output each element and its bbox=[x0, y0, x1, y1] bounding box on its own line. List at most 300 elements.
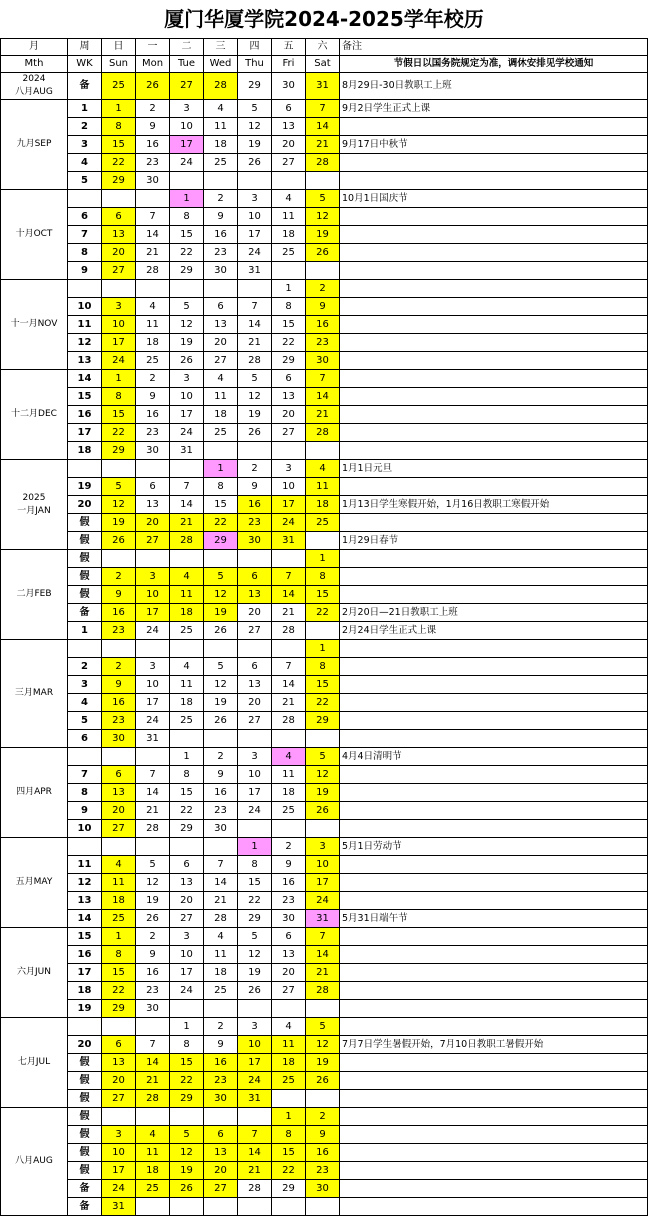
day-cell-thu: 8 bbox=[238, 856, 272, 874]
day-cell-sat bbox=[306, 1198, 340, 1216]
day-cell-sun: 1 bbox=[102, 928, 136, 946]
week-number bbox=[68, 640, 102, 658]
day-cell-wed: 16 bbox=[204, 226, 238, 244]
remark-cell: 9月17日中秋节 bbox=[340, 136, 648, 154]
day-cell-sat: 28 bbox=[306, 424, 340, 442]
remark-cell bbox=[340, 226, 648, 244]
day-cell-wed: 6 bbox=[204, 1126, 238, 1144]
day-cell-tue: 22 bbox=[170, 802, 204, 820]
day-cell-mon: 14 bbox=[136, 226, 170, 244]
day-cell-wed: 4 bbox=[204, 100, 238, 118]
day-cell-mon: 5 bbox=[136, 856, 170, 874]
day-cell-tue: 31 bbox=[170, 442, 204, 460]
day-cell-sat bbox=[306, 1000, 340, 1018]
week-row bbox=[1, 1090, 648, 1108]
day-cell-fri: 14 bbox=[272, 586, 306, 604]
day-cell-thu bbox=[238, 820, 272, 838]
day-cell-sat: 16 bbox=[306, 1144, 340, 1162]
day-cell-fri: 13 bbox=[272, 388, 306, 406]
remark-cell: 1月13日学生寒假开始，1月16日教职工寒假开始 bbox=[340, 496, 648, 514]
day-cell-mon: 26 bbox=[136, 73, 170, 100]
day-cell-sat bbox=[306, 532, 340, 550]
day-cell-thu: 24 bbox=[238, 1072, 272, 1090]
week-row bbox=[1, 478, 648, 496]
day-cell-sun bbox=[102, 1108, 136, 1126]
day-cell-sat: 7 bbox=[306, 928, 340, 946]
day-cell-sat: 15 bbox=[306, 676, 340, 694]
day-cell-fri: 31 bbox=[272, 532, 306, 550]
day-cell-sun: 30 bbox=[102, 730, 136, 748]
day-cell-tue: 11 bbox=[170, 676, 204, 694]
day-cell-sun: 20 bbox=[102, 1072, 136, 1090]
remark-cell bbox=[340, 964, 648, 982]
day-cell-wed: 28 bbox=[204, 73, 238, 100]
day-cell-sat: 31 bbox=[306, 910, 340, 928]
week-number: 5 bbox=[68, 712, 102, 730]
day-cell-fri: 2 bbox=[272, 838, 306, 856]
day-cell-sun: 29 bbox=[102, 1000, 136, 1018]
day-cell-fri: 15 bbox=[272, 1144, 306, 1162]
week-number: 20 bbox=[68, 1036, 102, 1054]
day-cell-fri: 23 bbox=[272, 892, 306, 910]
day-cell-fri: 13 bbox=[272, 946, 306, 964]
day-cell-fri: 30 bbox=[272, 73, 306, 100]
day-cell-mon: 3 bbox=[136, 568, 170, 586]
day-cell-tue: 3 bbox=[170, 100, 204, 118]
day-cell-fri: 4 bbox=[272, 190, 306, 208]
week-number: 16 bbox=[68, 406, 102, 424]
day-cell-wed: 4 bbox=[204, 928, 238, 946]
day-cell-mon: 18 bbox=[136, 334, 170, 352]
day-cell-mon: 14 bbox=[136, 784, 170, 802]
day-cell-tue: 24 bbox=[170, 424, 204, 442]
day-cell-tue: 12 bbox=[170, 1144, 204, 1162]
day-cell-wed: 11 bbox=[204, 946, 238, 964]
day-cell-wed: 25 bbox=[204, 154, 238, 172]
weekday-header-wed: 三 bbox=[204, 39, 238, 56]
day-cell-wed: 6 bbox=[204, 298, 238, 316]
day-cell-thu: 16 bbox=[238, 496, 272, 514]
day-cell-tue: 19 bbox=[170, 1162, 204, 1180]
day-cell-mon: 16 bbox=[136, 406, 170, 424]
day-cell-wed: 30 bbox=[204, 262, 238, 280]
academic-calendar-table bbox=[0, 38, 648, 1216]
week-number: 18 bbox=[68, 982, 102, 1000]
day-cell-sun: 31 bbox=[102, 1198, 136, 1216]
day-cell-sun: 16 bbox=[102, 694, 136, 712]
remark-cell bbox=[340, 982, 648, 1000]
day-cell-mon bbox=[136, 748, 170, 766]
remark-cell bbox=[340, 946, 648, 964]
day-cell-thu: 31 bbox=[238, 1090, 272, 1108]
day-cell-wed: 27 bbox=[204, 1180, 238, 1198]
day-cell-tue bbox=[170, 1108, 204, 1126]
day-cell-thu: 29 bbox=[238, 910, 272, 928]
day-cell-mon: 4 bbox=[136, 298, 170, 316]
day-cell-tue: 11 bbox=[170, 586, 204, 604]
day-cell-sat: 21 bbox=[306, 136, 340, 154]
day-cell-sun: 9 bbox=[102, 586, 136, 604]
day-cell-wed: 9 bbox=[204, 766, 238, 784]
day-cell-tue: 17 bbox=[170, 964, 204, 982]
day-cell-wed: 13 bbox=[204, 1144, 238, 1162]
day-cell-sun: 19 bbox=[102, 514, 136, 532]
day-cell-tue bbox=[170, 460, 204, 478]
week-number: 15 bbox=[68, 928, 102, 946]
week-number: 9 bbox=[68, 262, 102, 280]
day-cell-fri: 11 bbox=[272, 766, 306, 784]
day-cell-wed: 23 bbox=[204, 244, 238, 262]
remark-cell bbox=[340, 802, 648, 820]
day-cell-thu: 17 bbox=[238, 784, 272, 802]
weekday-header-mon: 一 bbox=[136, 39, 170, 56]
week-number: 备 bbox=[68, 1180, 102, 1198]
day-cell-sat bbox=[306, 820, 340, 838]
remark-cell bbox=[340, 1108, 648, 1126]
week-number bbox=[68, 460, 102, 478]
day-cell-thu: 13 bbox=[238, 586, 272, 604]
day-cell-thu: 29 bbox=[238, 73, 272, 100]
day-cell-thu: 26 bbox=[238, 982, 272, 1000]
day-cell-fri: 1 bbox=[272, 1108, 306, 1126]
day-cell-thu: 1 bbox=[238, 838, 272, 856]
week-row bbox=[1, 154, 648, 172]
day-cell-thu: 24 bbox=[238, 244, 272, 262]
day-cell-sun: 26 bbox=[102, 532, 136, 550]
week-row bbox=[1, 280, 648, 298]
day-cell-thu bbox=[238, 1000, 272, 1018]
month-label: 十二月DEC bbox=[1, 370, 68, 460]
week-row bbox=[1, 352, 648, 370]
remark-cell bbox=[340, 568, 648, 586]
week-row bbox=[1, 1198, 648, 1216]
week-number: 18 bbox=[68, 442, 102, 460]
day-cell-sat: 19 bbox=[306, 226, 340, 244]
day-cell-mon: 25 bbox=[136, 352, 170, 370]
remark-cell bbox=[340, 172, 648, 190]
day-cell-sun: 29 bbox=[102, 172, 136, 190]
month-label: 七月JUL bbox=[1, 1018, 68, 1108]
day-cell-fri: 18 bbox=[272, 784, 306, 802]
day-cell-thu: 14 bbox=[238, 316, 272, 334]
day-cell-thu: 5 bbox=[238, 928, 272, 946]
day-cell-sat: 17 bbox=[306, 874, 340, 892]
day-cell-thu: 3 bbox=[238, 190, 272, 208]
day-cell-wed bbox=[204, 1108, 238, 1126]
week-row bbox=[1, 244, 648, 262]
day-cell-mon: 27 bbox=[136, 532, 170, 550]
day-cell-thu bbox=[238, 172, 272, 190]
week-row bbox=[1, 316, 648, 334]
weekday-header-tue: Tue bbox=[170, 56, 204, 73]
day-cell-fri bbox=[272, 442, 306, 460]
week-row bbox=[1, 856, 648, 874]
day-cell-sat: 4 bbox=[306, 460, 340, 478]
week-row bbox=[1, 910, 648, 928]
day-cell-tue bbox=[170, 280, 204, 298]
day-cell-sun: 12 bbox=[102, 496, 136, 514]
day-cell-thu: 6 bbox=[238, 568, 272, 586]
day-cell-sat bbox=[306, 730, 340, 748]
day-cell-sat bbox=[306, 442, 340, 460]
week-number: 假 bbox=[68, 1162, 102, 1180]
day-cell-sat: 5 bbox=[306, 748, 340, 766]
week-row bbox=[1, 676, 648, 694]
day-cell-sat: 2 bbox=[306, 1108, 340, 1126]
week-number: 假 bbox=[68, 586, 102, 604]
week-number: 假 bbox=[68, 1108, 102, 1126]
remark-cell bbox=[340, 1144, 648, 1162]
week-number: 11 bbox=[68, 316, 102, 334]
day-cell-sat: 18 bbox=[306, 496, 340, 514]
remark-cell bbox=[340, 280, 648, 298]
day-cell-fri: 18 bbox=[272, 226, 306, 244]
day-cell-sat: 19 bbox=[306, 784, 340, 802]
day-cell-mon: 14 bbox=[136, 1054, 170, 1072]
week-number: 假 bbox=[68, 550, 102, 568]
day-cell-thu: 24 bbox=[238, 802, 272, 820]
day-cell-fri: 25 bbox=[272, 802, 306, 820]
weekday-header-fri: 五 bbox=[272, 39, 306, 56]
day-cell-mon: 10 bbox=[136, 676, 170, 694]
remark-cell bbox=[340, 442, 648, 460]
day-cell-mon: 21 bbox=[136, 802, 170, 820]
day-cell-sun: 24 bbox=[102, 352, 136, 370]
day-cell-mon: 21 bbox=[136, 244, 170, 262]
day-cell-sun bbox=[102, 460, 136, 478]
day-cell-sun: 5 bbox=[102, 478, 136, 496]
day-cell-fri: 4 bbox=[272, 748, 306, 766]
day-cell-tue: 25 bbox=[170, 712, 204, 730]
remark-cell bbox=[340, 676, 648, 694]
day-cell-mon: 9 bbox=[136, 388, 170, 406]
day-cell-tue: 26 bbox=[170, 352, 204, 370]
day-cell-tue: 1 bbox=[170, 1018, 204, 1036]
week-row bbox=[1, 1108, 648, 1126]
day-cell-sat: 21 bbox=[306, 964, 340, 982]
week-number bbox=[68, 748, 102, 766]
week-row bbox=[1, 640, 648, 658]
day-cell-mon: 13 bbox=[136, 496, 170, 514]
day-cell-mon: 24 bbox=[136, 712, 170, 730]
week-row bbox=[1, 208, 648, 226]
week-number: 假 bbox=[68, 1054, 102, 1072]
week-number: 14 bbox=[68, 370, 102, 388]
day-cell-fri: 10 bbox=[272, 478, 306, 496]
remark-cell bbox=[340, 874, 648, 892]
day-cell-mon: 19 bbox=[136, 892, 170, 910]
week-row bbox=[1, 802, 648, 820]
month-label: 二月FEB bbox=[1, 550, 68, 640]
day-cell-wed: 20 bbox=[204, 1162, 238, 1180]
day-cell-wed: 2 bbox=[204, 1018, 238, 1036]
day-cell-thu: 9 bbox=[238, 478, 272, 496]
day-cell-sun: 10 bbox=[102, 316, 136, 334]
day-cell-fri: 15 bbox=[272, 316, 306, 334]
remark-cell bbox=[340, 118, 648, 136]
day-cell-sat: 23 bbox=[306, 1162, 340, 1180]
month-label: 八月AUG bbox=[1, 1108, 68, 1216]
day-cell-wed bbox=[204, 1198, 238, 1216]
day-cell-fri: 21 bbox=[272, 694, 306, 712]
week-row bbox=[1, 964, 648, 982]
week-row bbox=[1, 460, 648, 478]
day-cell-sun: 25 bbox=[102, 910, 136, 928]
remark-cell bbox=[340, 352, 648, 370]
day-cell-mon: 6 bbox=[136, 478, 170, 496]
week-row bbox=[1, 982, 648, 1000]
week-number: 19 bbox=[68, 1000, 102, 1018]
day-cell-wed: 14 bbox=[204, 874, 238, 892]
day-cell-mon: 2 bbox=[136, 100, 170, 118]
day-cell-thu bbox=[238, 442, 272, 460]
day-cell-thu: 27 bbox=[238, 712, 272, 730]
day-cell-tue: 10 bbox=[170, 388, 204, 406]
day-cell-wed: 11 bbox=[204, 118, 238, 136]
day-cell-fri bbox=[272, 172, 306, 190]
day-cell-wed: 30 bbox=[204, 820, 238, 838]
weekday-header-tue: 二 bbox=[170, 39, 204, 56]
day-cell-thu: 10 bbox=[238, 208, 272, 226]
day-cell-mon: 11 bbox=[136, 316, 170, 334]
week-row bbox=[1, 694, 648, 712]
day-cell-sat: 15 bbox=[306, 586, 340, 604]
day-cell-wed: 23 bbox=[204, 802, 238, 820]
day-cell-thu: 15 bbox=[238, 874, 272, 892]
day-cell-sun: 27 bbox=[102, 262, 136, 280]
day-cell-tue: 8 bbox=[170, 1036, 204, 1054]
week-number: 6 bbox=[68, 730, 102, 748]
week-header: WK bbox=[68, 56, 102, 73]
week-row bbox=[1, 586, 648, 604]
remark-cell: 1月29日春节 bbox=[340, 532, 648, 550]
day-cell-tue: 27 bbox=[170, 910, 204, 928]
week-row bbox=[1, 712, 648, 730]
day-cell-thu: 6 bbox=[238, 658, 272, 676]
day-cell-mon bbox=[136, 640, 170, 658]
day-cell-fri: 27 bbox=[272, 424, 306, 442]
day-cell-thu: 22 bbox=[238, 892, 272, 910]
week-row bbox=[1, 1144, 648, 1162]
week-row bbox=[1, 226, 648, 244]
day-cell-sun: 17 bbox=[102, 1162, 136, 1180]
day-cell-mon: 12 bbox=[136, 874, 170, 892]
month-label: 2025 一月JAN bbox=[1, 460, 68, 550]
month-label: 五月MAY bbox=[1, 838, 68, 928]
remarks-header: 备注 bbox=[340, 39, 648, 56]
day-cell-sat: 1 bbox=[306, 550, 340, 568]
day-cell-mon: 24 bbox=[136, 622, 170, 640]
day-cell-fri bbox=[272, 550, 306, 568]
week-number: 假 bbox=[68, 1126, 102, 1144]
day-cell-tue: 29 bbox=[170, 262, 204, 280]
remark-cell bbox=[340, 1054, 648, 1072]
day-cell-thu: 21 bbox=[238, 1162, 272, 1180]
remark-cell: 10月1日国庆节 bbox=[340, 190, 648, 208]
day-cell-sat: 21 bbox=[306, 406, 340, 424]
week-row bbox=[1, 622, 648, 640]
day-cell-wed: 12 bbox=[204, 676, 238, 694]
week-number: 16 bbox=[68, 946, 102, 964]
day-cell-sat: 16 bbox=[306, 316, 340, 334]
day-cell-mon: 20 bbox=[136, 514, 170, 532]
week-number: 1 bbox=[68, 622, 102, 640]
day-cell-thu: 23 bbox=[238, 514, 272, 532]
day-cell-tue: 22 bbox=[170, 244, 204, 262]
week-row bbox=[1, 1180, 648, 1198]
week-number: 15 bbox=[68, 388, 102, 406]
day-cell-sat: 2 bbox=[306, 280, 340, 298]
day-cell-mon bbox=[136, 280, 170, 298]
month-label: 十一月NOV bbox=[1, 280, 68, 370]
week-number: 17 bbox=[68, 964, 102, 982]
day-cell-wed bbox=[204, 550, 238, 568]
day-cell-wed bbox=[204, 730, 238, 748]
day-cell-wed: 28 bbox=[204, 910, 238, 928]
day-cell-mon: 16 bbox=[136, 136, 170, 154]
day-cell-tue: 5 bbox=[170, 298, 204, 316]
day-cell-fri bbox=[272, 820, 306, 838]
day-cell-sun: 15 bbox=[102, 406, 136, 424]
day-cell-sun: 23 bbox=[102, 622, 136, 640]
day-cell-sat: 30 bbox=[306, 352, 340, 370]
day-cell-mon: 25 bbox=[136, 1180, 170, 1198]
week-row bbox=[1, 334, 648, 352]
day-cell-wed: 18 bbox=[204, 964, 238, 982]
day-cell-sat: 5 bbox=[306, 190, 340, 208]
day-cell-thu: 13 bbox=[238, 676, 272, 694]
day-cell-fri: 25 bbox=[272, 1072, 306, 1090]
day-cell-tue: 12 bbox=[170, 316, 204, 334]
day-cell-fri: 14 bbox=[272, 676, 306, 694]
day-cell-thu: 12 bbox=[238, 118, 272, 136]
day-cell-wed: 20 bbox=[204, 334, 238, 352]
day-cell-sat: 8 bbox=[306, 568, 340, 586]
day-cell-mon: 30 bbox=[136, 442, 170, 460]
day-cell-mon: 17 bbox=[136, 694, 170, 712]
week-number: 4 bbox=[68, 154, 102, 172]
remark-cell: 8月29日-30日教职工上班 bbox=[340, 73, 648, 100]
day-cell-tue bbox=[170, 1198, 204, 1216]
day-cell-fri bbox=[272, 262, 306, 280]
day-cell-tue: 3 bbox=[170, 370, 204, 388]
day-cell-sun: 1 bbox=[102, 370, 136, 388]
day-cell-fri: 22 bbox=[272, 1162, 306, 1180]
week-header: 周 bbox=[68, 39, 102, 56]
week-row bbox=[1, 838, 648, 856]
remark-cell bbox=[340, 1000, 648, 1018]
day-cell-sat: 14 bbox=[306, 388, 340, 406]
day-cell-sun: 22 bbox=[102, 154, 136, 172]
remark-cell bbox=[340, 820, 648, 838]
day-cell-sat: 26 bbox=[306, 1072, 340, 1090]
day-cell-thu: 10 bbox=[238, 1036, 272, 1054]
day-cell-tue: 25 bbox=[170, 622, 204, 640]
day-cell-sat: 26 bbox=[306, 802, 340, 820]
day-cell-mon: 30 bbox=[136, 1000, 170, 1018]
day-cell-sat: 9 bbox=[306, 1126, 340, 1144]
remark-cell bbox=[340, 658, 648, 676]
day-cell-sat: 8 bbox=[306, 658, 340, 676]
day-cell-wed: 1 bbox=[204, 460, 238, 478]
day-cell-sat bbox=[306, 622, 340, 640]
day-cell-sun: 2 bbox=[102, 568, 136, 586]
day-cell-mon: 9 bbox=[136, 946, 170, 964]
week-number: 13 bbox=[68, 892, 102, 910]
day-cell-mon: 21 bbox=[136, 1072, 170, 1090]
remark-cell bbox=[340, 1072, 648, 1090]
day-cell-wed: 13 bbox=[204, 316, 238, 334]
